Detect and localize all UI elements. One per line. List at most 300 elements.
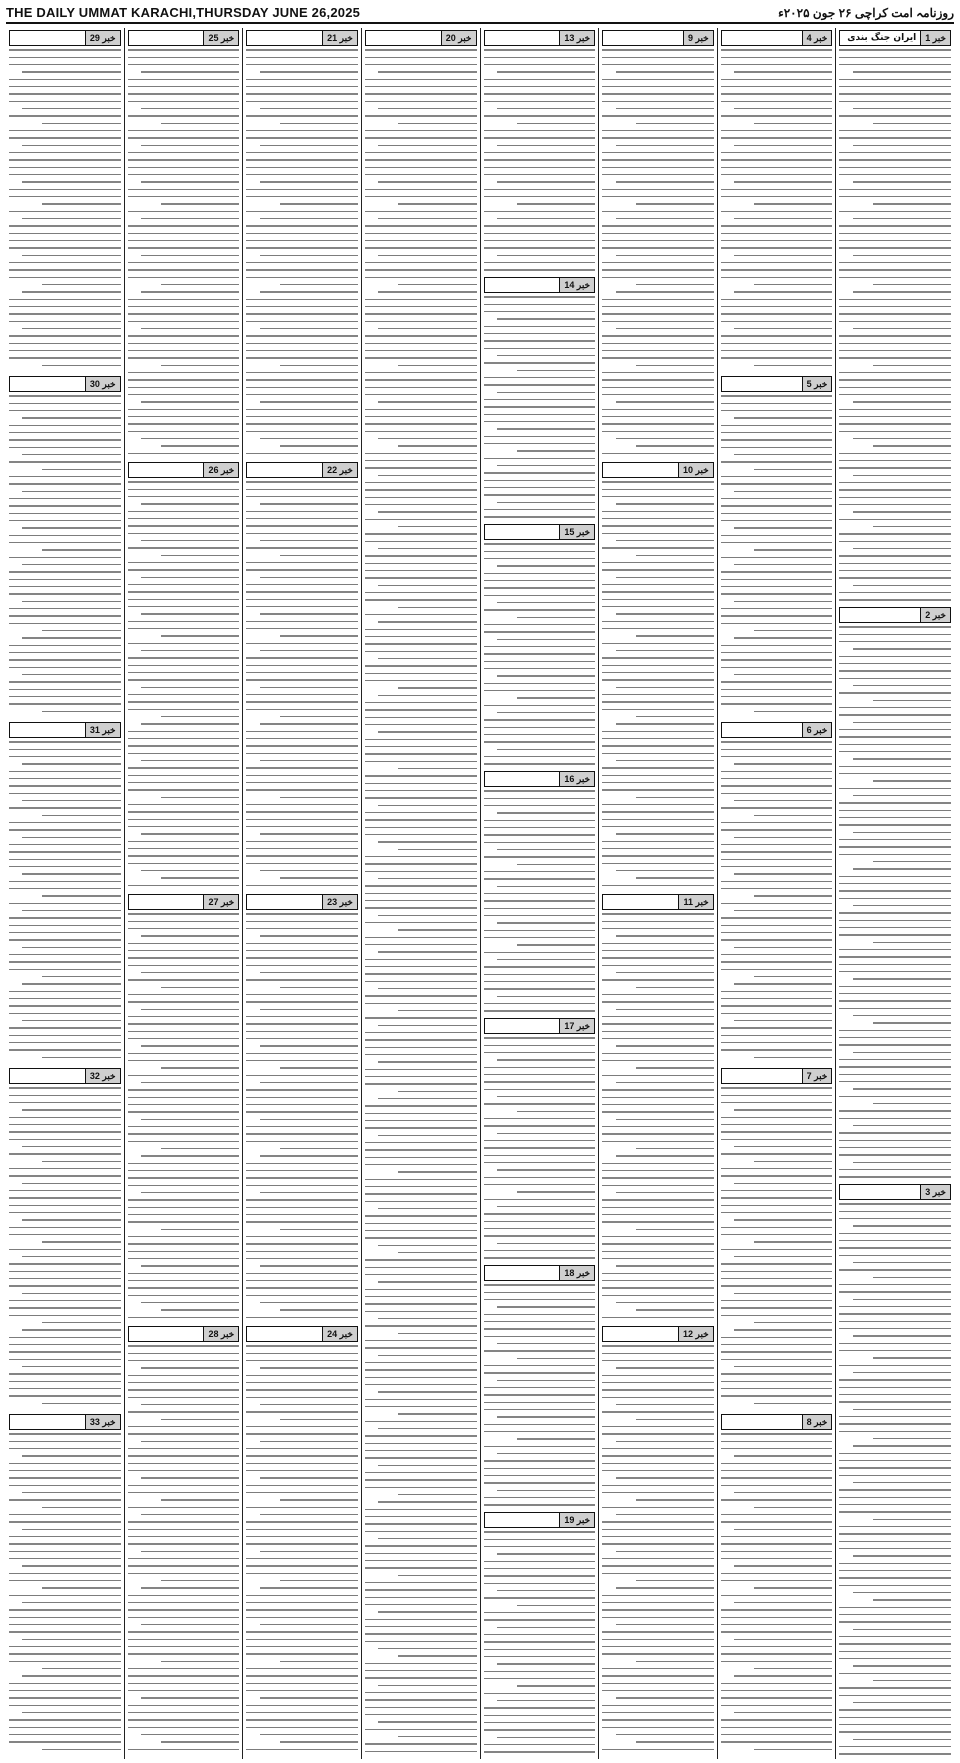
text-line (754, 1587, 832, 1592)
text-line (602, 855, 714, 860)
text-line (839, 656, 951, 660)
text-line (365, 981, 477, 985)
text-line (246, 1053, 358, 1057)
text-line (128, 1536, 240, 1540)
text-line (484, 1257, 596, 1261)
text-line (246, 1389, 358, 1394)
text-line (246, 1214, 358, 1218)
text-line (246, 1653, 358, 1658)
text-line (246, 1280, 358, 1284)
text-line (754, 976, 832, 980)
column (598, 28, 717, 1759)
text-line (839, 394, 951, 398)
text-line (839, 1541, 951, 1545)
text-line (246, 672, 358, 676)
text-line (839, 115, 951, 120)
text-line (497, 145, 595, 149)
text-line (246, 1375, 358, 1379)
text-line (484, 1482, 596, 1487)
section-number: خبر 13 (559, 31, 594, 45)
text-line (246, 694, 358, 698)
text-line (141, 577, 239, 581)
text-line (873, 445, 951, 450)
text-line (721, 1117, 833, 1121)
text-line (260, 723, 358, 728)
text-line (128, 979, 240, 984)
text-line (9, 1624, 121, 1628)
text-line (734, 637, 832, 642)
text-line (378, 841, 476, 846)
news-section (246, 1324, 358, 1754)
text-line (721, 1205, 833, 1209)
text-line (246, 965, 358, 969)
text-line (378, 1501, 476, 1506)
masthead-rule (6, 22, 954, 24)
text-line (246, 299, 358, 303)
text-line (497, 1737, 595, 1741)
text-line (873, 861, 951, 865)
text-line (602, 1558, 714, 1562)
section-header (721, 722, 833, 738)
text-line (602, 1485, 714, 1489)
text-line (636, 1229, 714, 1233)
text-line (602, 1573, 714, 1577)
text-line (484, 472, 596, 477)
section-header (9, 722, 121, 738)
text-line (839, 563, 951, 567)
text-line (141, 1551, 239, 1555)
text-line (484, 1250, 596, 1254)
text-line (128, 628, 240, 632)
text-line (365, 1003, 477, 1007)
text-line (365, 93, 477, 98)
text-line (602, 1536, 714, 1540)
text-line (839, 86, 951, 90)
text-line (161, 877, 239, 882)
text-line (141, 1587, 239, 1592)
text-line (378, 1098, 476, 1102)
text-line (260, 145, 358, 149)
text-line (22, 601, 120, 605)
text-line (9, 623, 121, 627)
text-line (754, 469, 832, 473)
text-line (161, 1067, 239, 1072)
text-line (378, 1135, 476, 1139)
text-line (9, 859, 121, 863)
text-line (839, 541, 951, 545)
text-line (128, 167, 240, 171)
text-line (128, 152, 240, 156)
text-line (128, 1236, 240, 1240)
text-line (839, 1511, 951, 1516)
news-section (365, 28, 477, 1757)
text-line (484, 595, 596, 599)
text-line (246, 1317, 358, 1321)
text-line (721, 403, 833, 407)
text-line (602, 211, 714, 215)
text-line (616, 1587, 714, 1592)
text-line (22, 1183, 120, 1187)
text-line (246, 1609, 358, 1614)
text-line (128, 1565, 240, 1570)
text-line (839, 1526, 951, 1530)
text-line (9, 306, 121, 310)
text-line (22, 1109, 120, 1114)
text-line (246, 1433, 358, 1438)
text-line (721, 1617, 833, 1621)
text-line (839, 1379, 951, 1384)
text-line (484, 233, 596, 237)
text-line (128, 826, 240, 830)
text-line (754, 711, 832, 715)
text-line (9, 1190, 121, 1194)
text-line (602, 137, 714, 142)
text-line (378, 585, 476, 589)
text-line (365, 1303, 477, 1308)
text-line (9, 1646, 121, 1650)
text-line (365, 1663, 477, 1667)
text-line (602, 569, 714, 574)
news-section (128, 892, 240, 1322)
text-line (636, 635, 714, 640)
text-line (141, 1302, 239, 1306)
text-line (246, 789, 358, 794)
text-line (141, 1265, 239, 1270)
text-line (839, 634, 951, 638)
section-number: خبر 27 (203, 895, 238, 909)
text-line (260, 1082, 358, 1086)
text-line (9, 1153, 121, 1158)
text-line (839, 387, 951, 391)
text-line (839, 357, 951, 362)
text-line (365, 1069, 477, 1073)
news-section (721, 1066, 833, 1410)
text-line (839, 846, 951, 851)
text-line (246, 1345, 358, 1350)
text-line (365, 592, 477, 596)
text-line (246, 335, 358, 340)
text-line (602, 1433, 714, 1438)
text-line (246, 643, 358, 647)
text-line (246, 782, 358, 786)
text-line (128, 1053, 240, 1057)
text-line (484, 137, 596, 142)
news-section (128, 460, 240, 890)
text-line (128, 1360, 240, 1364)
text-line (246, 431, 358, 435)
section-header (484, 1018, 596, 1034)
text-line (260, 935, 358, 940)
text-line (365, 863, 477, 868)
text-line (853, 722, 951, 726)
text-line (517, 370, 595, 374)
section-number: خبر 2 (920, 608, 950, 622)
text-line (839, 533, 951, 538)
text-line (839, 321, 951, 325)
text-line (246, 1455, 358, 1460)
text-line (602, 547, 714, 552)
text-line (497, 1096, 595, 1100)
text-line (22, 1366, 120, 1370)
text-line (721, 969, 833, 973)
masthead-urdu: روزنامہ امت کراچی ۲۶ جون ۲۰۲۵ء (778, 6, 954, 20)
text-line (517, 1605, 595, 1609)
text-line (721, 1035, 833, 1039)
text-line (246, 79, 358, 83)
news-section (721, 1412, 833, 1756)
text-line (365, 1017, 477, 1022)
text-line (484, 1402, 596, 1406)
text-line (246, 152, 358, 156)
text-line (246, 1360, 358, 1364)
text-line (378, 511, 476, 516)
text-line (839, 766, 951, 770)
text-line (9, 593, 121, 598)
text-line (616, 438, 714, 442)
news-section (484, 1510, 596, 1755)
section-header (721, 376, 833, 392)
text-line (497, 355, 595, 359)
text-line (42, 815, 120, 819)
text-line (497, 181, 595, 186)
text-line (873, 1519, 951, 1523)
text-line (484, 167, 596, 171)
text-line (484, 1052, 596, 1056)
text-line (602, 767, 714, 772)
text-line (378, 1685, 476, 1689)
text-line (721, 1646, 833, 1650)
text-line (246, 1631, 358, 1636)
text-line (484, 1641, 596, 1646)
text-line (128, 1529, 240, 1533)
text-line (484, 64, 596, 68)
text-line (128, 1251, 240, 1255)
text-line (378, 475, 476, 479)
text-line (280, 1499, 358, 1504)
text-line (365, 431, 477, 435)
text-line (9, 1595, 121, 1599)
text-line (839, 971, 951, 975)
text-line (484, 93, 596, 98)
text-line (22, 1492, 120, 1496)
text-line (754, 630, 832, 634)
text-line (128, 1163, 240, 1167)
text-line (721, 498, 833, 502)
text-line (22, 873, 120, 878)
text-line (734, 983, 832, 988)
text-line (602, 1053, 714, 1057)
text-line (602, 240, 714, 244)
text-line (9, 1124, 121, 1128)
text-line (378, 988, 476, 992)
text-line (9, 756, 121, 760)
text-line (378, 548, 476, 552)
text-line (365, 152, 477, 156)
text-line (616, 71, 714, 76)
text-line (128, 101, 240, 105)
text-line (9, 932, 121, 936)
text-line (141, 291, 239, 296)
text-line (853, 685, 951, 689)
text-line (246, 1273, 358, 1277)
text-line (602, 1668, 714, 1672)
text-line (839, 1118, 951, 1122)
text-line (246, 848, 358, 852)
text-line (484, 1081, 596, 1086)
text-line (365, 753, 477, 758)
text-line (602, 591, 714, 596)
text-line (484, 1583, 596, 1587)
text-line (484, 79, 596, 83)
text-line (721, 240, 833, 244)
text-line (365, 1186, 477, 1190)
text-line (9, 1705, 121, 1709)
text-line (721, 395, 833, 400)
text-line (246, 1023, 358, 1028)
text-line (42, 549, 120, 554)
text-line (839, 692, 951, 697)
text-line (734, 181, 832, 186)
text-line (602, 1712, 714, 1716)
text-line (484, 727, 596, 731)
text-line (721, 439, 833, 444)
text-line (9, 211, 121, 215)
text-line (484, 690, 596, 694)
text-line (365, 453, 477, 457)
text-line (9, 1551, 121, 1555)
text-line (484, 57, 596, 61)
text-line (616, 1734, 714, 1738)
text-line (839, 1233, 951, 1237)
text-line (9, 1271, 121, 1275)
text-line (246, 731, 358, 735)
text-line (9, 954, 121, 958)
text-line (602, 1382, 714, 1386)
text-line (246, 525, 358, 530)
text-line (853, 71, 951, 76)
text-line (280, 203, 358, 208)
text-line (839, 592, 951, 596)
text-line (484, 966, 596, 971)
text-line (721, 1485, 833, 1489)
text-line (9, 1477, 121, 1482)
text-line (734, 454, 832, 458)
text-line (260, 540, 358, 544)
text-line (365, 629, 477, 633)
news-section (602, 28, 714, 458)
text-line (721, 1234, 833, 1238)
text-line (602, 1287, 714, 1292)
text-line (853, 548, 951, 552)
news-section (484, 28, 596, 273)
text-line (721, 571, 833, 576)
text-line (398, 768, 476, 772)
text-line (378, 915, 476, 919)
text-line (9, 1609, 121, 1614)
text-line (754, 895, 832, 900)
text-line (246, 1170, 358, 1174)
masthead-english: THE DAILY UMMAT KARACHI,THURSDAY JUNE 26,2025 (6, 5, 361, 20)
column (361, 28, 480, 1759)
text-line (246, 1141, 358, 1145)
text-line (128, 277, 240, 281)
text-line (484, 1118, 596, 1122)
text-line (721, 749, 833, 753)
text-line (9, 1285, 121, 1290)
section-header (246, 894, 358, 910)
text-line (22, 255, 120, 259)
text-line (616, 613, 714, 618)
text-line (853, 1555, 951, 1560)
text-line (9, 1139, 121, 1143)
text-line (721, 476, 833, 480)
text-line (754, 1161, 832, 1165)
text-line (497, 886, 595, 890)
text-line (839, 1460, 951, 1464)
text-line (602, 738, 714, 742)
text-line (484, 1634, 596, 1638)
text-line (246, 841, 358, 845)
text-line (9, 498, 121, 502)
section-number: خبر 21 (322, 31, 357, 45)
text-line (602, 1705, 714, 1709)
text-line (9, 652, 121, 656)
text-line (602, 277, 714, 281)
text-line (839, 1504, 951, 1508)
text-line (42, 123, 120, 127)
text-line (9, 1227, 121, 1231)
news-section (246, 28, 358, 458)
text-line (246, 753, 358, 757)
text-line (721, 167, 833, 171)
text-line (365, 1531, 477, 1535)
text-line (602, 679, 714, 684)
text-line (128, 64, 240, 68)
text-line (9, 1573, 121, 1577)
text-line (839, 269, 951, 274)
text-line (754, 815, 832, 819)
text-line (128, 1485, 240, 1489)
text-line (9, 350, 121, 354)
text-line (517, 864, 595, 868)
text-line (365, 372, 477, 376)
text-line (260, 1441, 358, 1445)
text-line (839, 335, 951, 340)
text-line (260, 1551, 358, 1555)
text-line (839, 1176, 951, 1180)
text-line (378, 878, 476, 882)
text-line (246, 913, 358, 918)
text-line (128, 591, 240, 596)
text-line (484, 1103, 596, 1108)
text-line (721, 829, 833, 834)
text-line (378, 1061, 476, 1066)
text-line (721, 681, 833, 686)
text-line (128, 1170, 240, 1174)
text-line (365, 519, 477, 523)
text-line (9, 1027, 121, 1032)
text-line (280, 1741, 358, 1746)
text-line (128, 496, 240, 500)
text-line (484, 326, 596, 330)
text-line (246, 1485, 358, 1489)
news-section (484, 1263, 596, 1508)
news-section (839, 605, 951, 1180)
text-line (616, 1009, 714, 1013)
text-line (9, 1307, 121, 1312)
text-line (246, 994, 358, 998)
text-line (839, 196, 951, 200)
